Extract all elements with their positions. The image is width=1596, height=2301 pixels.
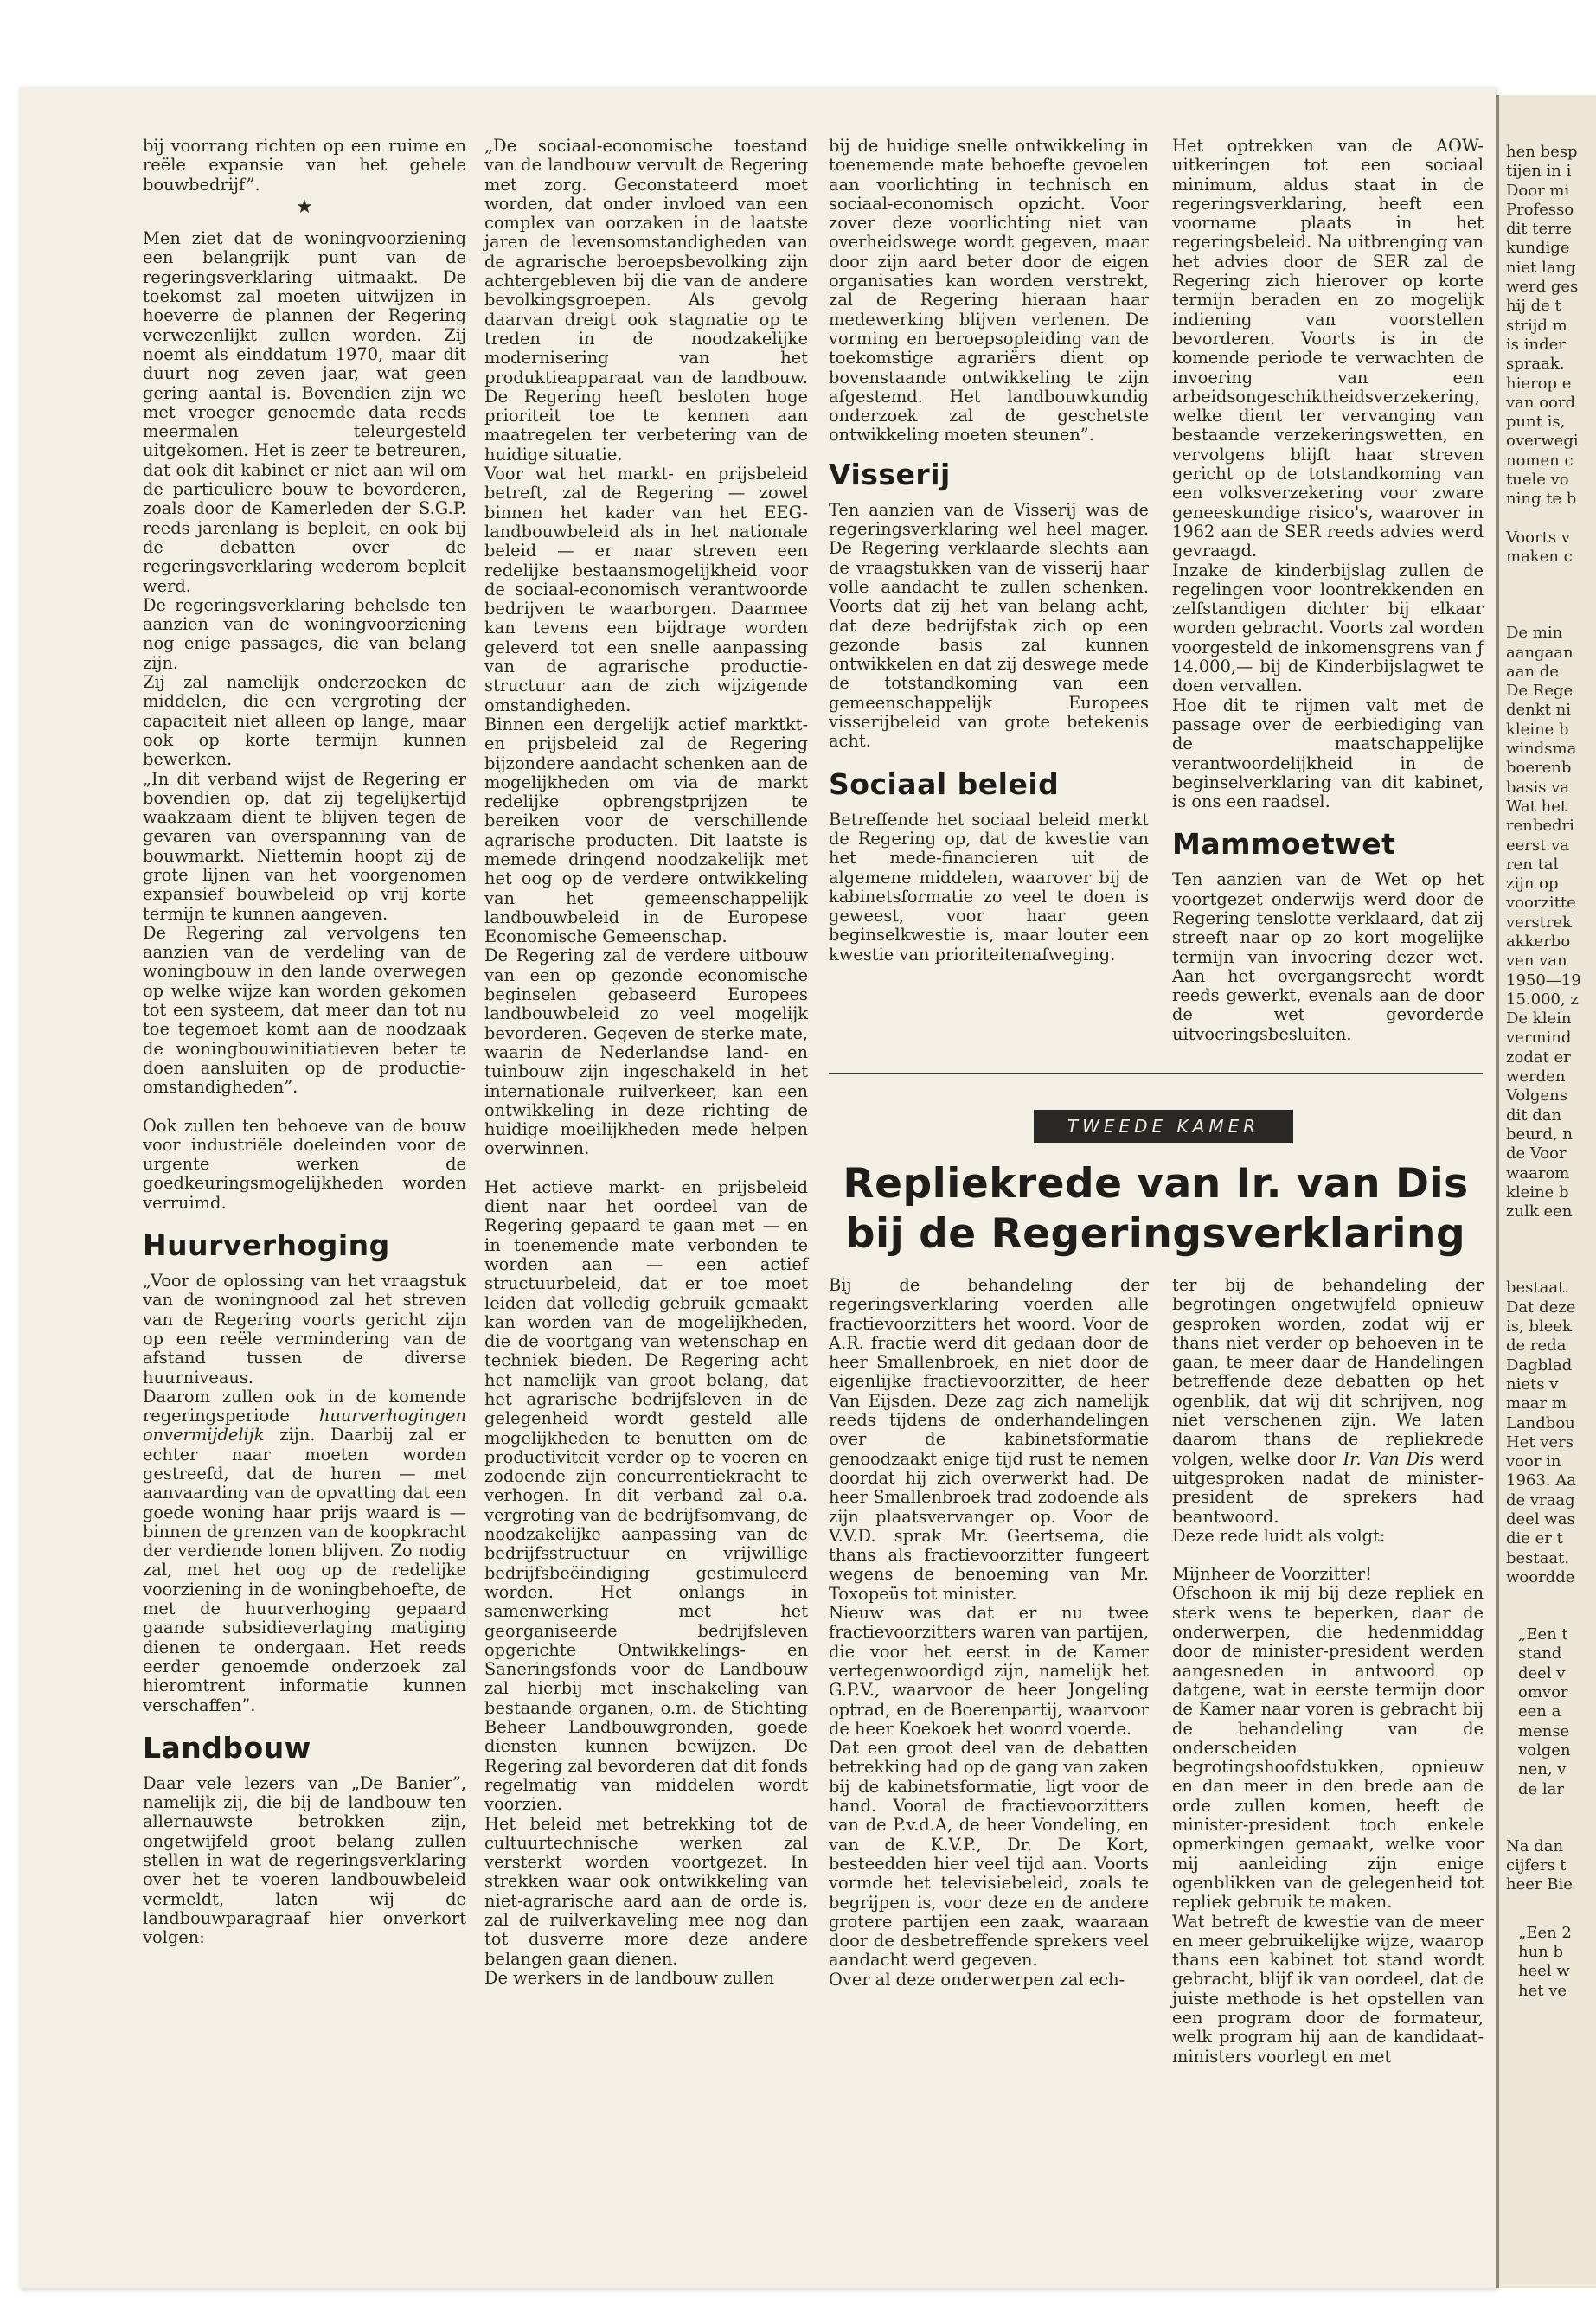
line: 1950—19 [1506,971,1581,990]
line: omvor [1518,1683,1568,1702]
text-run: werd uitgesproken nadat de minister-president de sprekers had beantwoord. [1172,1448,1484,1527]
line: is inder [1506,335,1566,354]
line: hij de t [1506,297,1561,316]
paragraph: Het optrekken van de AOW-uitkeringen tot een sociaal minimum, aldus staat in de regeringsverklaring, heeft een voorname plaats in het regeringsbeleid. Na uitbrenging van het advies door de SER zal de Regering zich hierover op korte termijn beraden en zo mogelijk indiening van voorstellen bevorderen. Voorts is in de komende periode te verwachten de invoering van een arbeidsongeschiktheidsverzekering, welke dient ter vervanging van bestaande verzekeringswetten, en vervolgens blijft haar streven gericht op de totstandkoming van een volksverzekering voor zware geneeskundige risico's, waarover in 1962 aan de SER reeds advies werd gevraagd. [1172,136,1484,561]
paragraph: „De sociaal-economische toestand van de landbouw vervult de Regering met zorg. Geconstateerd moet worden, dat onder invloed van een complex van oorzaken in de laatste jaren de levensomstandigheden van de agrarische beroepsbevolking zijn achtergebleven bij die van de andere bevolkingsgroepen. Als gevolg daarvan dreigt ook stagnatie op te treden in de noodzakelijke modernisering van het produktieapparaat van de landbouw. De Regering heeft besloten hoge prioriteit toe te kennen aan maatregelen ter verbetering van de huidige situatie. [484,136,808,465]
line: aan de [1506,662,1559,681]
line: bestaat. [1506,1548,1570,1567]
line: 15.000, z [1506,990,1579,1009]
text-run: zijn. Daarbij zal er echter naar moeten worden gestreefd, dat de huren — met aanvaarding van de opvatting dat een goede woning haar prijs waard is — binnen de grenzen van de koopkracht der verdiende lonen blijven. Zo nodig zal, met het oog op de redelijke voorziening in de woningbehoefte, de met de huurverhoging gepaard gaande subsidieverlaging matiging dienen te ondergaan. Het reeds eerder genoemde onderzoek zal hieromtrent informatie kunnen verschaffen”. [143,1425,466,1715]
line: windsma [1506,740,1577,759]
paragraph: „Voor de oplossing van het vraagstuk van de woningnood zal het streven van de Regering voorts gericht zijn op een reële vermindering van de afstand tussen de diverse huurniveaus. [143,1271,466,1388]
line: maar m [1506,1394,1567,1413]
line: nomen c [1506,451,1574,470]
paragraph: Over al deze onderwerpen zal ech- [829,1969,1125,1990]
line: deel was [1506,1510,1575,1529]
line: tijen in i [1506,162,1572,181]
adjacent-text-block [1506,143,1596,2001]
paragraph: Bij de behandeling der regeringsverklaring voerden alle fractievoorzitters het woord. Voor de A.R. fractie werd dit gedaan door de heer Smallenbroek, en niet door de eigenlijke fractievoorzitter, de heer Van Eijsden. Deze zag zich namelijk reeds tijdens de onderhandelingen over de kabinetsformatie genoodzaakt enige tijd rust te nemen doordat hij zich overwerkt had. De heer Smallenbroek trad zodoende als zijn plaatsvervanger op. Voor de V.V.D. sprak Mr. Geertsema, die thans als fractievoorzitter fungeert wegens de benoeming van Mr. Toxopeüs tot minister. [829,1275,1149,1604]
line: cijfers t [1506,1856,1567,1875]
line: nen, v [1518,1760,1567,1779]
paragraph: Binnen een dergelijk actief marktkt- en prijsbeleid zal de Regering bijzondere aandacht schenken aan de mogelijkheden om via de markt redelijke opbrengstprijzen te bereiken voor de verschillende agrarische producten. Dit laatste is memede dringend noodzakelijk met het oog op de verdere ontwikkeling van het gemeenschappelijk landbouwbeleid in de Europese Economische Gemeenschap. [484,714,808,947]
line: niets v [1506,1375,1559,1394]
paragraph: Deze rede luidt als volgt: [1172,1525,1386,1546]
line-group [1506,1279,1596,1587]
line-group [1506,529,1596,567]
section-heading-visserij: Visserij [829,457,951,491]
section-heading-landbouw: Landbouw [143,1730,311,1765]
divider [829,1073,1483,1074]
line-group [1506,143,1596,510]
line: de Voor [1506,1144,1567,1163]
paragraph: Zij zal namelijk onderzoeken de middelen, die een vergroting der capaciteit niet alleen op lange, maar ook op korte termijn kunnen bewerken. [143,672,466,770]
line: tuele vo [1506,471,1569,490]
line: verstrek [1506,913,1573,932]
line: werden [1506,1067,1566,1086]
line: „Een t [1518,1625,1568,1644]
paragraph: Ofschoon ik mij bij deze repliek en sterk wens te beperken, daar de onderwerpen, die hedenmiddag door de minister-president werden aangesneden in antwoord op datgene, wat in eerste termijn door de Kamer naar voren is gebracht bij de behandeling van de onderscheiden begrotingshoofdstukken, opnieuw en dan meer in den brede aan de orde zullen komen, heeft de minister-president toch enkele opmerkingen gemaakt, welke voor mij aanleiding zijn enige ogenblikken van de gelegenheid tot repliek gebruik te maken. [1172,1583,1484,1913]
line: kleine b [1506,1183,1569,1202]
line: kleine b [1506,720,1569,739]
headline-line: bij de Regeringsverklaring [845,1210,1466,1258]
line: basis va [1506,778,1570,797]
line: werd ges [1506,278,1579,297]
line: kundige [1506,239,1570,258]
line: hen besp [1506,143,1578,161]
line: ren tal [1506,855,1559,874]
line: van oord [1506,393,1576,412]
line: heel w [1518,1962,1570,1981]
line: beurd, n [1506,1125,1573,1144]
line: zijn op [1506,875,1559,894]
line: eerst va [1506,836,1570,855]
line: renbedri [1506,817,1574,836]
section-heading-sociaal-beleid: Sociaal beleid [829,766,1060,801]
line-group [1506,1837,1596,1895]
paragraph: Inzake de kinderbijslag zullen de regelingen voor loontrekkenden en zelfstandigen dichter bij elkaar worden gebracht. Voorts zal worden voorgesteld de inkomensgrens van ƒ 14.000,— bij de Kinderbijslagwet te doen vervallen. [1172,560,1484,696]
tweede-kamer-banner: TWEEDE KAMER [1034,1110,1293,1143]
paragraph: bij de huidige snelle ontwikkeling in toenemende mate behoefte gevoelen aan voorlichting in technisch en sociaal-economisch opzicht. Voor zover deze voorlichting niet van overheidswege wordt gegeven, maar door zijn aard beter door de eigen organisaties kan worden verstrekt, zal de Regering hieraan haar medewerking blijven verlenen. De vorming en beroepsopleiding van de toekomstige agrariërs dient op bovenstaande ontwikkeling te zijn afgestemd. Het landbouwkundig onderzoek zal de geschetste ontwikkeling moeten steunen”. [829,136,1149,445]
line: de lar [1518,1779,1564,1798]
section-heading-mammoetwet: Mammoetwet [1172,827,1396,862]
text-run: ter bij de behandeling der begrotingen ongetwijfeld opnieuw gesproken worden, zodat wij er thans niet verder op behoeven in te gaan, te meer daar de Handelingen betreffende deze debatten op het ogenblik, dat wij dit schrijven, nog niet verschenen zijn. We laten daarom thans de repliekrede volgen, welke door [1172,1275,1484,1469]
line: deel v [1518,1663,1566,1682]
paragraph: Betreffende het sociaal beleid merkt de Regering op, dat de kwestie van het mede-financieren uit de algemene middelen, waarover bij de kabinetsformatie zo veel te doen is geweest, voor haar geen beginselkwestie is, maar louter een kwestie van prioriteitenafweging. [829,809,1149,965]
line: niet lang [1506,258,1576,277]
line: voorzitte [1506,894,1576,913]
line: Landbou [1506,1413,1575,1433]
headline-line: Repliekrede van Ir. van Dis [843,1160,1469,1208]
line: waarom [1506,1163,1570,1183]
line: een a [1518,1702,1561,1721]
line: de reda [1506,1336,1567,1356]
line: dit terre [1506,220,1572,239]
line: ven van [1506,952,1567,971]
paragraph: De Regering zal vervolgens ten aanzien van de verdeling van de woningbouw in den lande overwegen op welke wijze kan worden gekomen tot een systeem, dat meer dan tot nu toe tegemoet komt aan de noodzaak de woningbouwinitiatieven beter te doen aansluiten op de productie-omstandigheden”. [143,922,466,1098]
line: hun b [1518,1943,1564,1962]
paragraph: Voor wat het markt- en prijsbeleid betreft, zal de Regering — zowel binnen het kader van het EEG-landbouwbeleid als in het nationale beleid — er naar streven een redelijke bestaansmogelijkheid voor de sociaal-economisch verantwoorde bedrijven te waarborgen. Daarmee kan tevens een bijdrage worden geleverd tot een snelle aanpassing van de agrarische productie-structuur aan de zich wijzigende omstandigheden. [484,464,808,715]
paragraph: Ten aanzien van de Visserij was de regeringsverklaring wel heel mager. De Regering verklaarde slechts aan de vraagstukken van de visserij haar volle aandacht te zullen schenken. Voorts dat zij het van belang acht, dat deze bedrijfstak zich op een gezonde basis zal kunnen ontwikkelen en dat zij deswege mede de totstandkoming van een gemeenschappelijk Europees visserijbeleid van grote betekenis acht. [829,499,1149,752]
line: De min [1506,624,1563,643]
paragraph [1172,1276,1484,1527]
paragraph: „In dit verband wijst de Regering er bovendien op, dat zij tegelijkertijd waakzaam dient te blijven tegen de gevaren van overspanning van de bouwmarkt. Niettemin hoopt zij de grote lijnen van het voorgenomen expansief bouwbeleid op vrij korte termijn te kunnen aangeven. [143,768,466,924]
column-2 [484,137,808,1988]
line: „Een 2 [1518,1923,1572,1942]
line: Dagblad [1506,1356,1573,1375]
column-5 [829,1276,1149,1990]
line: die er t [1506,1529,1563,1548]
line: vermind [1506,1029,1572,1048]
paragraph: Men ziet dat de woningvoorziening een belangrijk punt van de regeringsverklaring uitmaakt. De toekomst zal moeten uitwijzen in hoeverre de plannen der Regering verwezenlijkt zullen worden. Zij noemt als einddatum 1970, maar dit duurt nog zeven jaar, wat geen gering aantal is. Bovendien zijn we met vroeger genoemde data reeds meermalen teleurgesteld uitgekomen. Het is zeer te betreuren, dat ook dit kabinet er niet aan wil om de particuliere bouw te bevorderen, zoals door de Kamerleden der S.G.P. reeds jarenlang is bepleit, en ook bij de debatten over de regeringsverklaring wederom bepleit werd. [143,228,466,596]
line: de vraag [1506,1490,1575,1509]
line: woordde [1506,1567,1575,1586]
line: Dat deze [1506,1298,1576,1317]
emphasis: Ir. Van Dis [1343,1448,1434,1469]
line: aangaan [1506,643,1574,662]
emphasis: huurverhogingen onvermijdelijk [143,1406,466,1445]
line-group [1506,1924,1596,2001]
line: dit dan [1506,1106,1562,1125]
paragraph: Daar vele lezers van „De Banier”, namelijk zij, die bij de landbouw ten allernauwste betrokken zijn, ongetwijfeld groot belang zullen stellen in wat de regeringsverklaring over het te voeren landbouwbeleid vermeldt, laten wij de landbouwparagraaf hier onverkort volgen: [143,1772,466,1948]
paragraph: De werkers in de landbouw zullen [484,1967,775,1988]
line: Het vers [1506,1433,1574,1452]
line: volgen [1518,1740,1571,1759]
line: het ve [1518,1981,1567,2000]
line: maken c [1506,547,1573,566]
line: Volgens [1506,1086,1567,1106]
paragraph: Ten aanzien van de Wet op het voortgezet onderwijs werd door de Regering tenslotte verklaard, dat zij streeft naar op zo kort mogelijke termijn van invoering dezer wet. Aan het overgangsrecht wordt reeds gewerkt, evenals aan de door de wet gevorderde uitvoeringsbesluiten. [1172,869,1484,1044]
line: 1963. Aa [1506,1471,1576,1490]
line: Na dan [1506,1836,1564,1856]
line-group [1506,1625,1596,1799]
line: Professo [1506,200,1574,219]
line: Door mi [1506,181,1570,200]
paragraph: Wat betreft de kwestie van de meer en meer gebruikelijke wijze, waarop thans een kabinet tot stand wordt gebracht, blijf ik van oordeel, dat de juiste methode is het opstellen van een program door de formateur, welk program hij aan de kandidaat-ministers voorlegt en met [1172,1911,1484,2067]
line: ning te b [1506,490,1577,509]
column-3 [829,137,1149,965]
line-group [1506,624,1596,1221]
star-icon: ★ [296,195,313,218]
line: spraak. [1506,355,1565,374]
line: is, bleek [1506,1317,1572,1336]
line: De klein [1506,1009,1572,1029]
paragraph: De regeringsverklaring behelsde ten aanzien van de woningvoorziening nog enige passages, die van belang zijn. [143,594,466,673]
line: voor in [1506,1452,1561,1471]
paragraph: Het actieve markt- en prijsbeleid dient naar het oordeel van de Regering gepaard te gaan met — en in toenemende mate verbonden te worden aan — een actief structuurbeleid, dat er toe moet leiden dat volledig gebruik gemaakt kan worden van de mogelijkheden, die de voortgang van wetenschap en techniek bieden. De Regering acht het namelijk van groot belang, dat het agrarische bedrijfsleven in de gelegenheid wordt gesteld alle mogelijkheden te benutten om de productiviteit verder op te voeren en zodoende zijn concurrentiekracht te verhogen. In dit verband zal o.a. vergroting van de bedrijfsomvang, de noodzakelijke aanpassing van de bedrijfsstructuur en vrijwillige bedrijfsbeëindiging gestimuleerd worden. Het onlangs in samenwerking met het georganiseerde bedrijfsleven opgerichte Ontwikkelings- en Saneringsfonds voor de Landbouw zal hierbij met inschakeling van bestaande organen, o.m. de Stichting Beheer Landbouwgronden, goede diensten kunnen bewijzen. De Regering zal bevorderen dat dit fonds regelmatig van middelen wordt voorzien. [484,1176,808,1815]
column-4 [1172,137,1484,1044]
paragraph [143,1388,466,1715]
line: Wat het [1506,797,1567,816]
column-6 [1172,1276,1484,2067]
paragraph: Nieuw was dat er nu twee fractievoorzitters waren van partijen, die voor het eerst in de Kamer vertegenwoordigd zijn, namelijk het G.P.V., waarvoor de heer Jongeling optrad, en de Boerenpartij, waarvoor de heer Koekoek het woord voerde. [829,1603,1149,1739]
line: zulk een [1506,1202,1573,1221]
paragraph: Het beleid met betrekking tot de cultuurtechnische werken zal versterkt worden voortgezet. In strekken waar ook ontwikkeling van niet-agrarische aard aan de orde is, zal de ruilverkaveling mee nog dan tot dusverre more deze andere belangen gaan dienen. [484,1813,808,1969]
line: boerenb [1506,759,1572,778]
line: hierop e [1506,374,1572,393]
text-run: Daarom zullen ook in de komende regeringsperiode [143,1386,466,1426]
line: bestaat. [1506,1279,1570,1298]
line: zodat er [1506,1048,1571,1067]
paragraph: bij voorrang richten op een ruime en reële expansie van het gehele bouwbedrijf”. [143,136,466,195]
line: mense [1518,1721,1570,1740]
line: overwegi [1506,432,1579,451]
paragraph: Mijnheer de Voorzitter! [1172,1564,1372,1585]
section-heading-huurverhoging: Huurverhoging [143,1228,390,1263]
article-headline [829,1159,1483,1259]
paragraph: De Regering zal de verdere uitbouw van een op gezonde economische beginselen gebaseerd Europees landbouwbeleid zo veel mogelijk bevorderen. Gegeven de sterke mate, waarin de Nederlandse land- en tuinbouw zijn ingeschakeld in het internationale ruilverkeer, kan een ontwikkeling in deze richting de huidige moeilijkheden mede helpen overwinnen. [484,945,808,1159]
adjacent-page-edge [1496,95,1596,2288]
line: akkerbo [1506,932,1571,951]
line: strijd m [1506,316,1567,335]
line: denkt ni [1506,701,1571,720]
paragraph: Hoe dit te rijmen valt met de passage over de eerbiediging van de maatschappelijke verantwoordelijkheid in de beginselverklaring van dit kabinet, is ons een raadsel. [1172,695,1484,812]
line: heer Bie [1506,1875,1573,1894]
paragraph: Ook zullen ten behoeve van de bouw voor industriële doeleinden voor de urgente werken de goedkeuringsmogelijkheden worden verruimd. [143,1115,466,1213]
line: punt is, [1506,413,1566,432]
line: stand [1518,1644,1562,1663]
paragraph: Dat een groot deel van de debatten betrekking had op de gang van zaken bij de kabinetsformatie, ligt voor de hand. Vooral de fractievoorzitters van de P.v.d.A, de heer Vondeling, en van de K.V.P., Dr. De Kort, besteedden hier veel tijd aan. Voorts vormde het televisiebeleid, zoals te begrijpen is, voor deze en de andere grotere partijen een zaak, waaraan door de desbetreffende sprekers veel aandacht werd gegeven. [829,1738,1149,1971]
line: De Rege [1506,682,1574,701]
line: Voorts v [1506,528,1570,547]
column-1 [143,137,466,1948]
